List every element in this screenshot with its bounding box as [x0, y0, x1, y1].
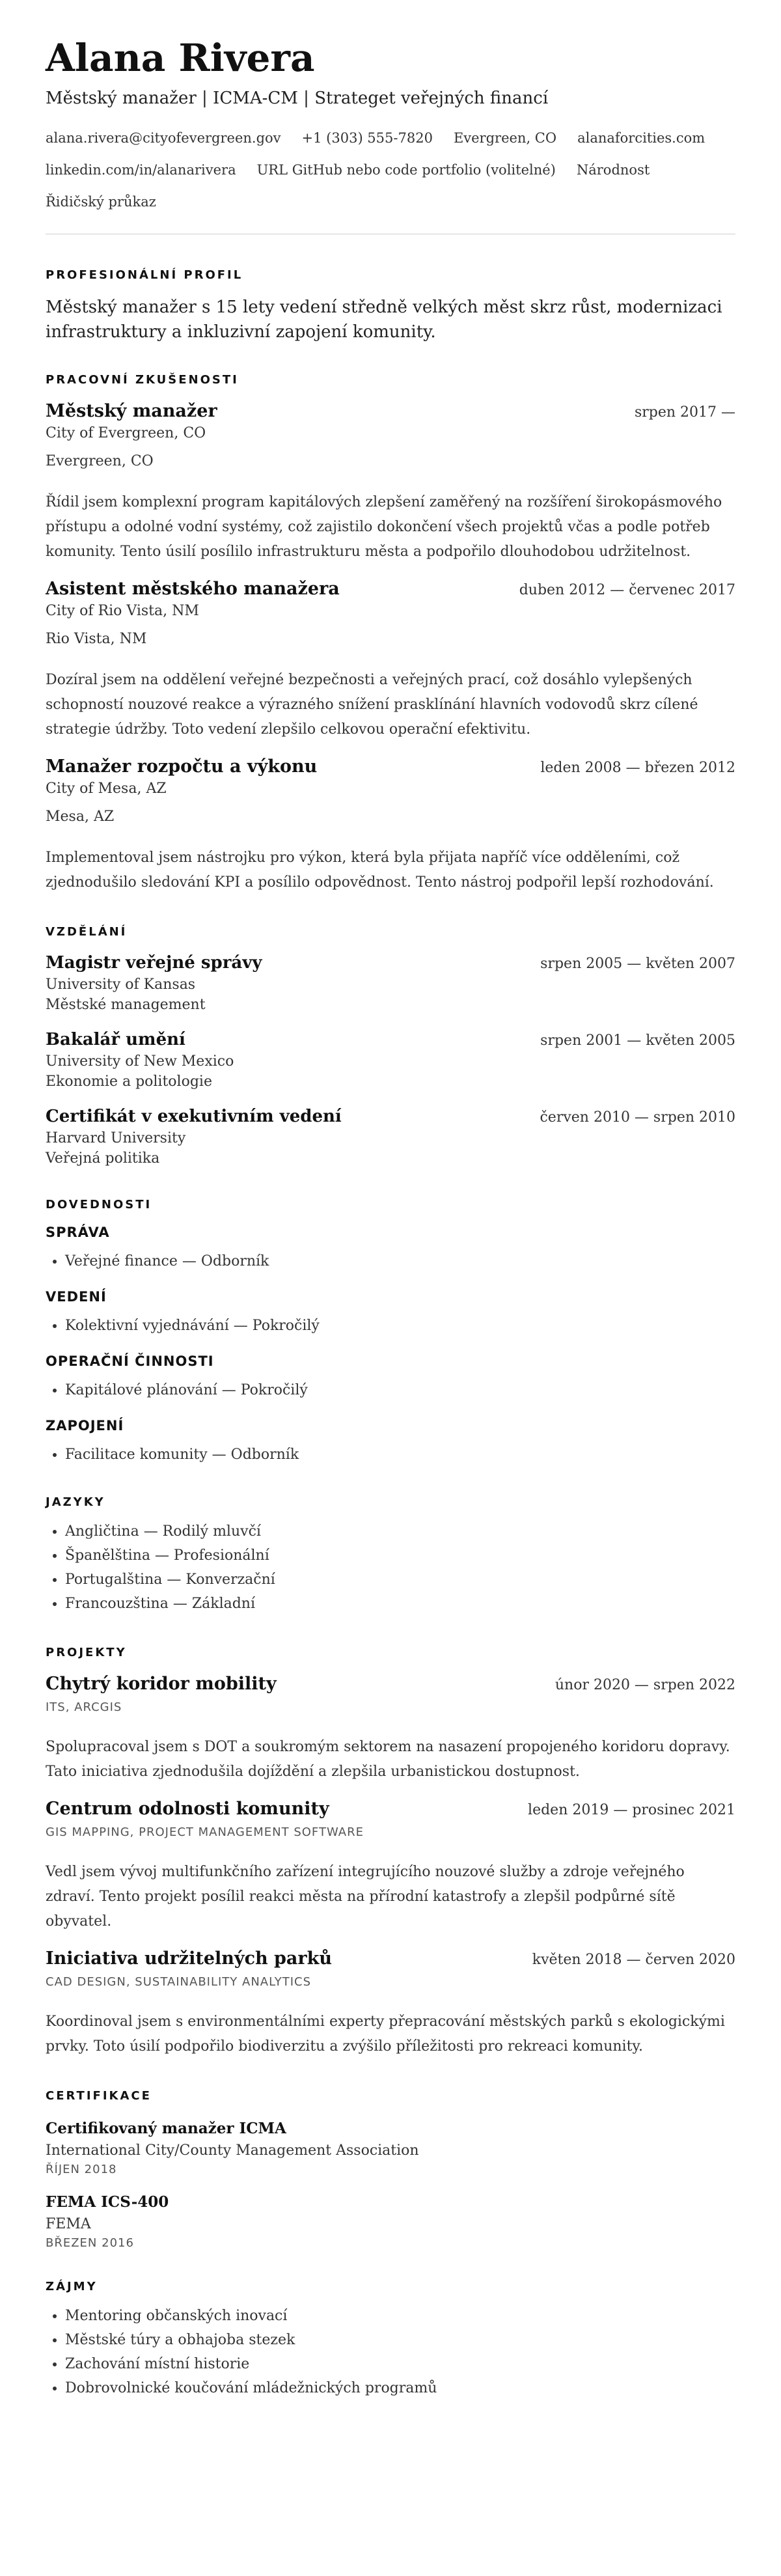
skill-group: [46, 1289, 735, 1338]
job-employer: City of Evergreen, CO: [46, 424, 206, 441]
interest-item: • Zachování místní historie: [65, 2352, 735, 2376]
job-employer: City of Rio Vista, NM: [46, 602, 199, 619]
section-title-languages: JAZYKY: [46, 1495, 105, 1509]
profile-summary: Městský manažer s 15 lety vedení středně velkých měst skrz růst, modernizaci infrastruktury a inkluzivní zapojení komunity.: [46, 297, 722, 342]
skill-item: • Veřejné finance — Odborník: [65, 1249, 735, 1273]
contact-nationality: Národnost: [576, 161, 650, 178]
certification-issuer: FEMA: [46, 2215, 91, 2232]
skills-section: [46, 1198, 735, 1467]
degree-title: Certifikát v exekutivním vedení: [46, 1106, 342, 1126]
contact-linkedin: linkedin.com/in/alanarivera: [46, 161, 236, 178]
project-name: Centrum odolnosti komunity: [46, 1798, 329, 1819]
skill-group: [46, 1353, 735, 1402]
skill-item: • Kapitálové plánování — Pokročilý: [65, 1378, 735, 1402]
field-of-study: Veřejná politika: [46, 1150, 160, 1167]
certifications-section: [46, 2089, 735, 2250]
certification-date: ŘÍJEN 2018: [46, 2162, 117, 2176]
certification-entry: [46, 2120, 735, 2176]
school-name: Harvard University: [46, 1129, 186, 1146]
section-title-interests: ZÁJMY: [46, 2279, 98, 2293]
project-entry: [46, 1948, 735, 2059]
section-title-certifications: CERTIFIKACE: [46, 2088, 152, 2103]
project-description: Koordinoval jsem s environmentálními experty přepracování městských parků s ekologickými prvky. Toto úsilí podpořilo biodiverzitu a zvýšilo příležitosti pro rekreaci komunity.: [46, 2013, 725, 2055]
school-name: University of New Mexico: [46, 1053, 234, 1070]
school-name: University of Kansas: [46, 976, 196, 993]
education-entry: [46, 1030, 735, 1090]
section-title-projects: PROJEKTY: [46, 1645, 127, 1659]
skill-item: • Facilitace komunity — Odborník: [65, 1443, 735, 1467]
headline: Městský manažer | ICMA-CM | Strateget veřejných financí: [46, 88, 549, 108]
languages-section: [46, 1495, 735, 1616]
interests-section: [46, 2280, 735, 2400]
skill-group-name: SPRÁVA: [46, 1224, 110, 1240]
job-employer: City of Mesa, AZ: [46, 780, 167, 797]
contact-drivers-license: Řidičský průkaz: [46, 193, 156, 210]
interest-item: • Mentoring občanských inovací: [65, 2304, 735, 2328]
project-tags: CAD DESIGN, SUSTAINABILITY ANALYTICS: [46, 1974, 312, 1989]
skill-group: [46, 1225, 735, 1273]
interest-item: • Městské túry a obhajoba stezek: [65, 2328, 735, 2352]
candidate-name: Alana Rivera: [46, 36, 315, 80]
job-dates: srpen 2017 —: [634, 404, 735, 421]
project-description: Vedl jsem vývoj multifunkčního zařízení integrujícího nouzové služby a zdroje veřejného zdraví. Tento projekt posílil reakci města na přírodní katastrofy a zlepšil podpůrné sítě obyvatel.: [46, 1863, 685, 1930]
degree-dates: srpen 2005 — květen 2007: [540, 955, 735, 972]
contact-github: URL GitHub nebo code portfolio (volitelné): [256, 161, 556, 178]
degree-dates: červen 2010 — srpen 2010: [540, 1109, 735, 1126]
skill-group-name: OPERAČNÍ ČINNOSTI: [46, 1353, 214, 1369]
language-item: • Angličtina — Rodilý mluvčí: [65, 1519, 735, 1544]
certification-name: FEMA ICS-400: [46, 2193, 169, 2211]
skill-item: • Kolektivní vyjednávání — Pokročilý: [65, 1314, 735, 1338]
job-location: Rio Vista, NM: [46, 630, 147, 647]
section-title-profile: PROFESIONÁLNÍ PROFIL: [46, 268, 243, 282]
education-section: [46, 925, 735, 1167]
job-title: Manažer rozpočtu a výkonu: [46, 756, 318, 777]
section-title-experience: PRACOVNÍ ZKUŠENOSTI: [46, 372, 239, 387]
experience-entry: [46, 579, 735, 742]
skill-group-name: ZAPOJENÍ: [46, 1417, 124, 1433]
skill-group-name: VEDENÍ: [46, 1288, 107, 1305]
certification-issuer: International City/County Management Association: [46, 2142, 419, 2159]
education-entry: [46, 1107, 735, 1167]
section-title-skills: DOVEDNOSTI: [46, 1197, 152, 1212]
project-tags: ITS, ARCGIS: [46, 1700, 122, 1714]
job-description: Implementoval jsem nástrojku pro výkon, která byla přijata napříč více odděleními, což zjednodušilo sledování KPI a posílilo odpovědnost. Tento nástroj podpořil lepší rozhodování.: [46, 849, 714, 891]
projects-section: [46, 1646, 735, 2059]
contact-list: [46, 122, 735, 218]
project-description: Spolupracoval jsem s DOT a soukromým sektorem na nasazení propojeného koridoru dopravy. Tato iniciativa zjednodušila dojíždění a zlepšila urbanistickou dostupnost.: [46, 1738, 730, 1780]
resume-header: [46, 38, 735, 218]
job-title: Asistent městského manažera: [46, 578, 340, 599]
contact-website: alanaforcities.com: [577, 130, 706, 146]
project-name: Chytrý koridor mobility: [46, 1673, 277, 1694]
job-location: Mesa, AZ: [46, 808, 115, 825]
project-entry: [46, 1674, 735, 1784]
certification-name: Certifikovaný manažer ICMA: [46, 2119, 286, 2137]
section-title-education: VZDĚLÁNÍ: [46, 924, 128, 939]
language-item: • Francouzština — Základní: [65, 1592, 735, 1616]
language-list: [46, 1519, 735, 1616]
contact-phone: +1 (303) 555-7820: [301, 130, 433, 146]
project-name: Iniciativa udržitelných parků: [46, 1948, 332, 1969]
project-tags: GIS MAPPING, PROJECT MANAGEMENT SOFTWARE: [46, 1825, 364, 1839]
interest-item: • Dobrovolnické koučování mládežnických programů: [65, 2376, 735, 2400]
certification-entry: [46, 2193, 735, 2250]
project-dates: únor 2020 — srpen 2022: [555, 1676, 735, 1693]
language-item: • Španělština — Profesionální: [65, 1544, 735, 1568]
profile-section: [46, 268, 735, 344]
job-description: Dozíral jsem na oddělení veřejné bezpečnosti a veřejných prací, což dosáhlo vylepšených schopností nouzové reakce a výrazného snížení prasklínání hlavních vodovodů skrz cílené strategie údržby. Toto vedení zlepšilo celkovou operační efektivitu.: [46, 671, 698, 738]
degree-title: Bakalář umění: [46, 1029, 185, 1049]
experience-entry: [46, 756, 735, 895]
job-description: Řídil jsem komplexní program kapitálových zlepšení zaměřený na rozšíření širokopásmového přístupu a odolné vodní systémy, což zajistilo dokončení všech projektů včas a podle potřeb komunity. Tento úsilí posílilo infrastrukturu města a podpořilo dlouhodobou udržitelnost.: [46, 493, 722, 560]
interest-list: [46, 2304, 735, 2400]
degree-title: Magistr veřejné správy: [46, 952, 262, 973]
field-of-study: Městské management: [46, 996, 206, 1013]
certification-date: BŘEZEN 2016: [46, 2236, 134, 2250]
project-dates: leden 2019 — prosinec 2021: [528, 1801, 735, 1818]
language-item: • Portugalština — Konverzační: [65, 1568, 735, 1592]
job-title: Městský manažer: [46, 400, 217, 421]
job-dates: duben 2012 — červenec 2017: [519, 581, 735, 598]
experience-entry: [46, 401, 735, 564]
project-dates: květen 2018 — červen 2020: [532, 1951, 735, 1968]
job-location: Evergreen, CO: [46, 452, 154, 469]
skill-group: [46, 1418, 735, 1467]
experience-section: [46, 373, 735, 895]
project-entry: [46, 1799, 735, 1934]
job-dates: leden 2008 — březen 2012: [540, 759, 735, 776]
contact-email: alana.rivera@cityofevergreen.gov: [46, 130, 281, 146]
education-entry: [46, 953, 735, 1013]
contact-location: Evergreen, CO: [453, 130, 557, 146]
field-of-study: Ekonomie a politologie: [46, 1073, 212, 1090]
degree-dates: srpen 2001 — květen 2005: [540, 1032, 735, 1049]
